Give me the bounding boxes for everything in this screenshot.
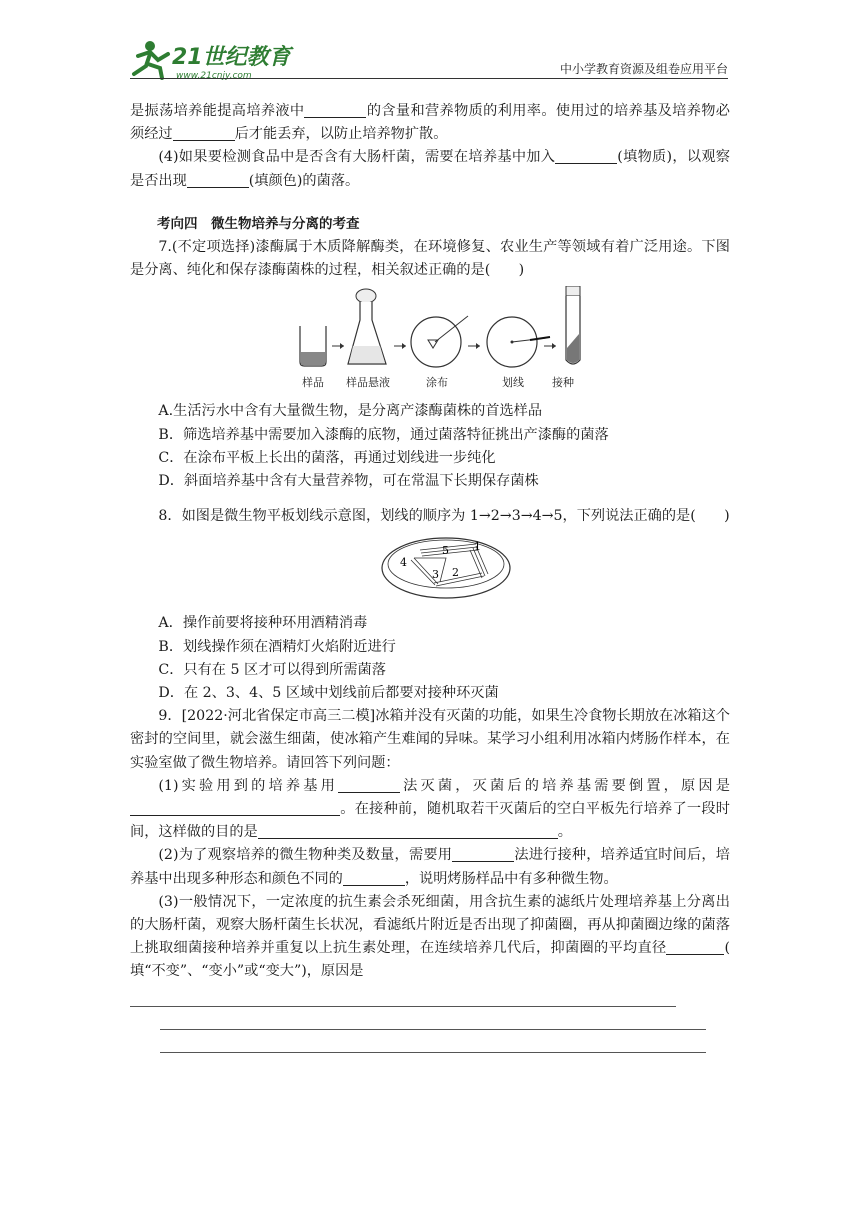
q8-option-a[interactable]: A．操作前要将接种环用酒精消毒 xyxy=(158,615,368,632)
zone-number: 2 xyxy=(452,566,459,580)
q7-option-d[interactable]: D．斜面培养基中含有大量营养物，可在常温下长期保存菌株 xyxy=(158,473,539,490)
beaker-icon xyxy=(300,326,326,366)
q8-stem: 8．如图是微生物平板划线示意图，划线的顺序为 1→2→3→4→5，下列说法正确的是( ) xyxy=(158,508,730,525)
answer-blank[interactable] xyxy=(173,125,235,141)
runner-icon xyxy=(134,41,168,78)
figure-label: 接种 xyxy=(552,376,574,390)
header-rule xyxy=(130,78,728,79)
logo xyxy=(128,36,298,82)
answer-blank[interactable] xyxy=(187,172,249,188)
answer-blank[interactable] xyxy=(130,800,340,816)
figure-label: 样品悬液 xyxy=(346,376,390,390)
header-platform-text: 中小学教育资源及组卷应用平台 xyxy=(559,62,728,76)
q9-stem: 9．[2022·河北省保定市高三二模]冰箱并没有灭菌的功能，如果生冷食物长期放在冰箱这个密封的空间里，就会滋生细菌，使冰箱产生难闻的异味。某学习小组利用冰箱内烤肠作样本，在实验室做了微生物培养。请回答下列问题： xyxy=(130,708,730,771)
page-body xyxy=(130,100,730,1053)
q8-option-b[interactable]: B．划线操作须在酒精灯火焰附近进行 xyxy=(158,638,396,655)
streak-plate-icon xyxy=(487,317,550,367)
answer-blank[interactable] xyxy=(343,870,405,886)
zone-number: 4 xyxy=(400,556,407,570)
q7-option-a[interactable]: A.生活污水中含有大量微生物，是分离产漆酶菌株的首选样品 xyxy=(158,403,543,420)
q7-stem: 7.(不定项选择)漆酶属于木质降解酶类，在环境修复、农业生产等领域有着广泛用途。下图是分离、纯化和保存漆酶菌株的过程，相关叙述正确的是( ) xyxy=(130,239,730,279)
logo-text: 21世纪教育 xyxy=(172,45,291,70)
answer-blank[interactable] xyxy=(555,148,617,164)
logo-subtext: www.21cnjy.com xyxy=(176,71,252,81)
q9-part2: (2)为了观察培养的微生物种类及数量，需要用 法进行接种，培养适宜时间后，培养基中出现多种形态和颜色不同的 ，说明烤肠样品中有多种微生物。 xyxy=(130,847,730,887)
answer-blank[interactable] xyxy=(258,823,558,839)
figure-label: 划线 xyxy=(502,376,524,390)
flask-icon xyxy=(348,289,386,364)
q9-part3: (3)一般情况下，一定浓度的抗生素会杀死细菌，用含抗生素的滤纸片处理培养基上分离出的大肠杆菌，观察大肠杆菌生长状况，看滤纸片附近是否出现了抑菌圈，再从抑菌圈边缘的菌落上挑取细菌接种培养并重复以上抗生素处理，在连续培养几代后，抑菌圈的平均直径 ( 填“不变”、“变小”或“变大”)，原因是 xyxy=(130,893,730,980)
q7-option-c[interactable]: C．在涂布平板上长出的菌落，再通过划线进一步纯化 xyxy=(158,449,496,466)
slant-tube-icon xyxy=(566,286,580,364)
answer-line[interactable] xyxy=(160,1007,706,1030)
q6-part4: (4)如果要检测食品中是否含有大肠杆菌，需要在培养基中加入 (填物质)，以观察是否出现 (填颜色)的菌落。 xyxy=(130,149,730,189)
q9-part1: (1)实验用到的培养基用 法灭菌，灭菌后的培养基需要倒置，原因是。在接种前，随机取若干灭菌后的空白平板先行培养了一段时间，这样做的目的是 。 xyxy=(130,777,730,841)
answer-blank[interactable] xyxy=(338,777,400,793)
figure-label: 样品 xyxy=(302,376,324,390)
q7-option-b[interactable]: B．筛选培养基中需要加入漆酶的底物，通过菌落特征挑出产漆酶的菌落 xyxy=(158,426,609,443)
zone-number: 5 xyxy=(442,544,449,558)
q7-process-figure xyxy=(298,286,598,392)
zone-number: 3 xyxy=(432,568,439,582)
zone-number: 1 xyxy=(474,540,481,554)
answer-blank[interactable] xyxy=(304,102,366,118)
answer-blank[interactable] xyxy=(666,939,724,955)
spread-plate-icon xyxy=(411,316,468,367)
q8-option-c[interactable]: C．只有在 5 区才可以得到所需菌落 xyxy=(158,661,386,678)
q8-option-d[interactable]: D．在 2、3、4、5 区域中划线前后都要对接种环灭菌 xyxy=(158,685,499,702)
section-title: 考向四 微生物培养与分离的考查 xyxy=(157,215,360,232)
answer-line[interactable] xyxy=(130,984,676,1007)
intro-paragraph: 是振荡培养能提高培养液中 的含量和营养物质的利用率。使用过的培养基及培养物必须经过 后才能丢弃，以防止培养物扩散。 xyxy=(130,103,730,143)
answer-line[interactable] xyxy=(160,1030,706,1053)
answer-blank[interactable] xyxy=(452,846,514,862)
q8-streak-dish-figure xyxy=(380,532,512,606)
figure-label: 涂布 xyxy=(426,376,448,390)
